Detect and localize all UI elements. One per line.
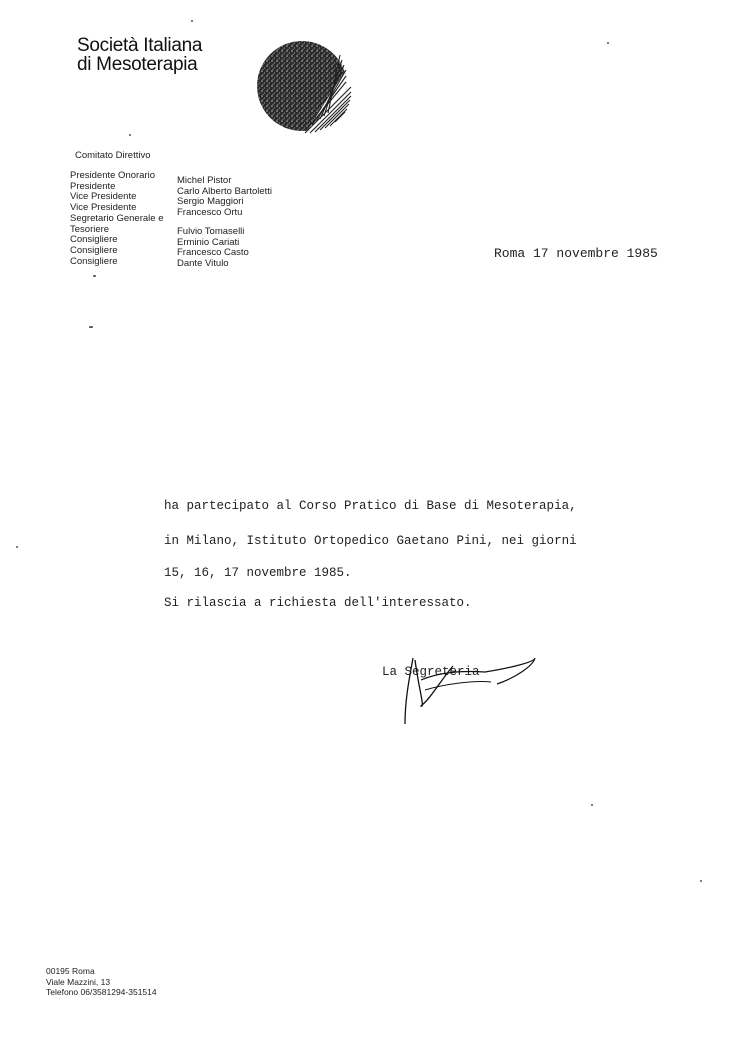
member-name: Erminio Cariati — [177, 236, 240, 248]
role: Tesoriere — [70, 223, 110, 235]
role: Vice Presidente — [70, 202, 137, 214]
member-name: Dante Vitulo — [177, 257, 229, 269]
member-name: Sergio Maggiori — [177, 196, 244, 208]
role: Vice Presidente — [70, 191, 137, 203]
signature-label: La Segreteria — [382, 665, 480, 679]
role: Consigliere — [70, 244, 118, 256]
organization-name-line2: di Mesoterapia — [77, 54, 198, 75]
letter-date: Roma 17 novembre 1985 — [494, 246, 658, 261]
committee-names — [177, 176, 272, 270]
role: Consigliere — [70, 255, 118, 267]
role: Segretario Generale e — [70, 212, 164, 224]
scan-speck — [591, 804, 593, 806]
scan-speck — [16, 546, 18, 548]
organization-logo — [256, 40, 352, 134]
scan-speck — [607, 42, 609, 44]
address-line: Telefono 06/3581294-351514 — [46, 987, 157, 997]
scan-speck — [191, 20, 193, 22]
address-line: 00195 Roma — [46, 966, 95, 976]
member-name: Fulvio Tomaselli — [177, 225, 245, 237]
organization-name — [77, 36, 202, 74]
body-line: ha partecipato al Corso Pratico di Base di Mesoterapia, — [164, 499, 577, 513]
committee-roles — [70, 171, 163, 267]
address-line: Viale Mazzini, 13 — [46, 976, 111, 987]
member-name: Francesco Casto — [177, 247, 249, 259]
scan-speck — [89, 326, 93, 328]
body-line: 15, 16, 17 novembre 1985. — [164, 566, 352, 580]
address-block — [46, 966, 157, 998]
body-line: in Milano, Istituto Ortopedico Gaetano Pini, nei giorni — [164, 534, 577, 548]
member-name: Michel Pistor — [177, 175, 232, 186]
member-name: Carlo Alberto Bartoletti — [177, 185, 273, 197]
role: Presidente Onorario — [70, 170, 156, 181]
scan-speck — [93, 275, 96, 277]
handwritten-signature — [395, 650, 540, 728]
organization-name-line1: Società Italiana — [77, 35, 203, 56]
committee-title: Comitato Direttivo — [75, 150, 151, 161]
body-line: Si rilascia a richiesta dell'interessato. — [164, 596, 472, 610]
role: Presidente — [70, 180, 116, 192]
member-name: Francesco Ortu — [177, 207, 243, 219]
scan-speck — [700, 880, 702, 882]
scan-speck — [129, 134, 131, 136]
role: Consigliere — [70, 234, 118, 246]
